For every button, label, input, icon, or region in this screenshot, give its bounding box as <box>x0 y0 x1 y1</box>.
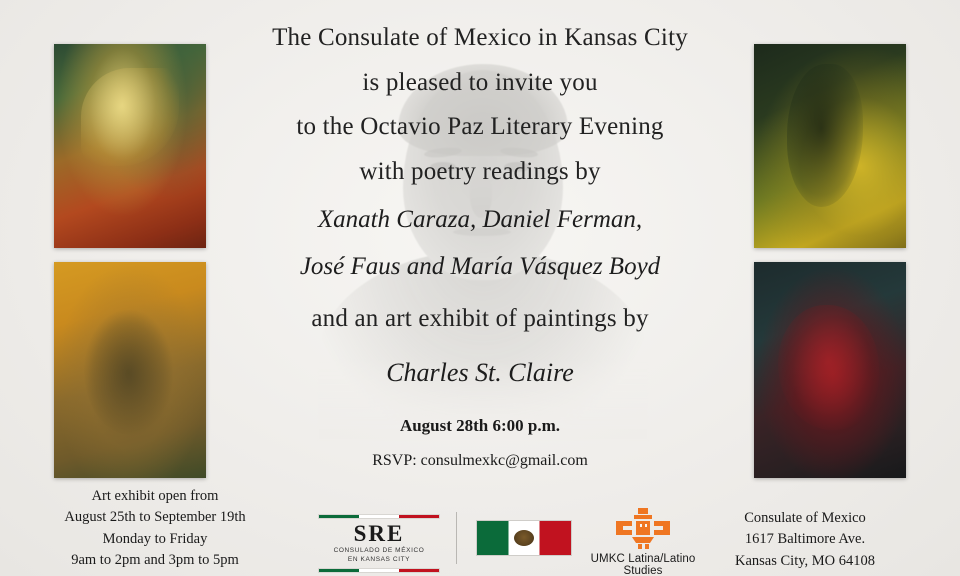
mexican-coat-of-arms-icon <box>514 530 534 546</box>
painting-top-right <box>754 44 906 248</box>
sre-logo <box>318 514 440 573</box>
address-line-2: 1617 Baltimore Ave. <box>744 531 866 548</box>
poets-line-2: José Faus and María Vásquez Boyd <box>299 252 661 280</box>
venue-address-block <box>690 508 920 572</box>
exhibit-hours-block <box>40 486 270 572</box>
aztec-eagle-icon <box>614 506 672 550</box>
exhibit-hours-line-3: Monday to Friday <box>102 530 208 547</box>
painting-top-left <box>54 44 206 248</box>
exhibit-hours-line-1: Art exhibit open from <box>91 488 219 504</box>
sre-flag-bar-top <box>318 514 440 519</box>
mexican-flag-icon <box>476 520 572 556</box>
sre-flag-bar-bottom <box>318 568 440 573</box>
invite-line-1: The Consulate of Mexico in Kansas City <box>272 24 688 51</box>
invite-line-2: is pleased to invite you <box>362 68 598 96</box>
logo-row <box>300 506 710 576</box>
painting-bottom-right <box>754 262 906 478</box>
featured-artist-name: Charles St. Claire <box>386 357 574 387</box>
logo-divider <box>456 512 457 564</box>
umkc-caption: UMKC Latina/Latino Studies <box>590 553 696 576</box>
sre-acronym: SRE <box>353 521 405 546</box>
invite-line-4: with poetry readings by <box>359 157 601 185</box>
umkc-latina-latino-studies-logo <box>576 506 710 576</box>
invite-line-5: and an art exhibit of paintings by <box>311 305 649 332</box>
exhibit-hours-line-2: August 25th to September 19th <box>64 509 246 526</box>
invite-line-3: to the Octavio Paz Literary Evening <box>296 113 664 140</box>
sre-subtitle-line-2: EN KANSAS CITY <box>347 556 411 564</box>
rsvp-email[interactable]: RSVP: consulmexkc@gmail.com <box>372 451 588 469</box>
painting-bottom-left <box>54 262 206 478</box>
invitation-text-block <box>230 16 730 470</box>
event-datetime: August 28th 6:00 p.m. <box>399 415 561 435</box>
address-line-1: Consulate of Mexico <box>744 510 866 526</box>
sre-subtitle-line-1: CONSULADO DE MÉXICO <box>333 547 425 555</box>
address-line-3: Kansas City, MO 64108 <box>734 552 876 569</box>
poets-line-1: Xanath Caraza, Daniel Ferman, <box>317 206 643 233</box>
exhibit-hours-line-4: 9am to 2pm and 3pm to 5pm <box>71 552 239 569</box>
